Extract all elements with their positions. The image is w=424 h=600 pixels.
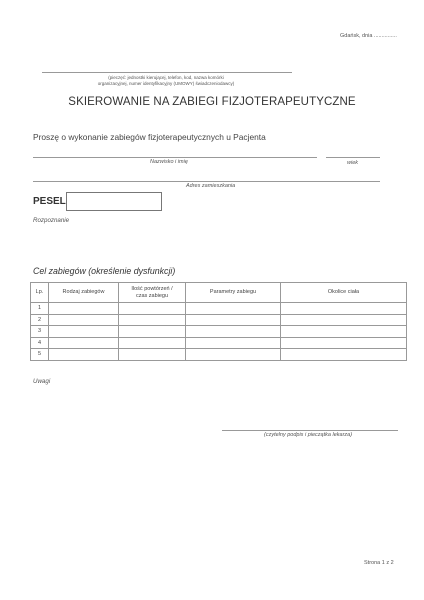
place-date: Gdańsk, dnia ............... bbox=[340, 33, 397, 39]
header-area: Okolice ciała bbox=[281, 283, 407, 303]
patient-name-line[interactable] bbox=[33, 157, 317, 158]
patient-age-caption: wiek bbox=[347, 160, 359, 166]
table-row bbox=[31, 349, 407, 361]
header-type: Rodzaj zabiegów bbox=[49, 283, 119, 303]
row-type-cell[interactable] bbox=[49, 349, 119, 361]
row-area-cell[interactable] bbox=[281, 314, 407, 326]
table-row bbox=[31, 337, 407, 349]
header-reps bbox=[119, 283, 186, 303]
row-reps-cell[interactable] bbox=[119, 337, 186, 349]
stamp-caption-line2: organizacyjnej, numer identyfikacyjny (UMOWY) świadczeniodawcy) bbox=[97, 80, 235, 86]
table-row bbox=[31, 303, 407, 315]
header-reps-line1: Ilość powtórzeń / bbox=[131, 286, 173, 292]
header-params: Parametry zabiegu bbox=[186, 283, 281, 303]
patient-age-line[interactable] bbox=[326, 157, 380, 158]
header-reps-line2: czas zabiegu bbox=[135, 292, 169, 299]
intro-text: Proszę o wykonanie zabiegów fizjoterapeutycznych u Pacjenta bbox=[33, 132, 266, 142]
stamp-line bbox=[42, 72, 292, 73]
row-area-cell[interactable] bbox=[281, 349, 407, 361]
patient-address-caption: Adres zamieszkania bbox=[186, 183, 236, 189]
table-header-row bbox=[31, 283, 407, 303]
row-lp: 3 bbox=[31, 326, 49, 338]
table-row bbox=[31, 326, 407, 338]
section-title: Cel zabiegów (określenie dysfunkcji) bbox=[33, 266, 176, 276]
header-lp: Lp. bbox=[31, 283, 49, 303]
row-lp: 2 bbox=[31, 314, 49, 326]
row-type-cell[interactable] bbox=[49, 303, 119, 315]
row-area-cell[interactable] bbox=[281, 303, 407, 315]
treatment-table bbox=[30, 282, 407, 361]
row-params-cell[interactable] bbox=[186, 337, 281, 349]
patient-name-caption: Nazwisko i imię bbox=[150, 159, 188, 165]
row-type-cell[interactable] bbox=[49, 314, 119, 326]
row-reps-cell[interactable] bbox=[119, 303, 186, 315]
row-type-cell[interactable] bbox=[49, 326, 119, 338]
row-params-cell[interactable] bbox=[186, 314, 281, 326]
signature-line[interactable] bbox=[222, 430, 398, 431]
row-reps-cell[interactable] bbox=[119, 326, 186, 338]
signature-caption: (czytelny podpis i pieczątka lekarza) bbox=[264, 432, 353, 438]
patient-address-line[interactable] bbox=[33, 181, 380, 182]
row-area-cell[interactable] bbox=[281, 337, 407, 349]
stamp-caption-line1: (pieczęć: jednostki kierującej, telefon, kod, nazwa komórki bbox=[108, 75, 224, 80]
row-reps-cell[interactable] bbox=[119, 314, 186, 326]
page-number: Strona 1 z 2 bbox=[364, 560, 394, 566]
row-params-cell[interactable] bbox=[186, 349, 281, 361]
row-type-cell[interactable] bbox=[49, 337, 119, 349]
diagnosis-label: Rozpoznanie bbox=[33, 217, 70, 224]
pesel-label: PESEL bbox=[33, 196, 66, 207]
remarks-label: Uwagi bbox=[33, 378, 51, 385]
stamp-caption bbox=[96, 75, 236, 86]
row-area-cell[interactable] bbox=[281, 326, 407, 338]
row-params-cell[interactable] bbox=[186, 326, 281, 338]
row-reps-cell[interactable] bbox=[119, 349, 186, 361]
pesel-field[interactable] bbox=[66, 192, 162, 211]
row-params-cell[interactable] bbox=[186, 303, 281, 315]
row-lp: 4 bbox=[31, 337, 49, 349]
row-lp: 1 bbox=[31, 303, 49, 315]
row-lp: 5 bbox=[31, 349, 49, 361]
document-title: SKIEROWANIE NA ZABIEGI FIZJOTERAPEUTYCZNE bbox=[68, 96, 356, 108]
table-row bbox=[31, 314, 407, 326]
